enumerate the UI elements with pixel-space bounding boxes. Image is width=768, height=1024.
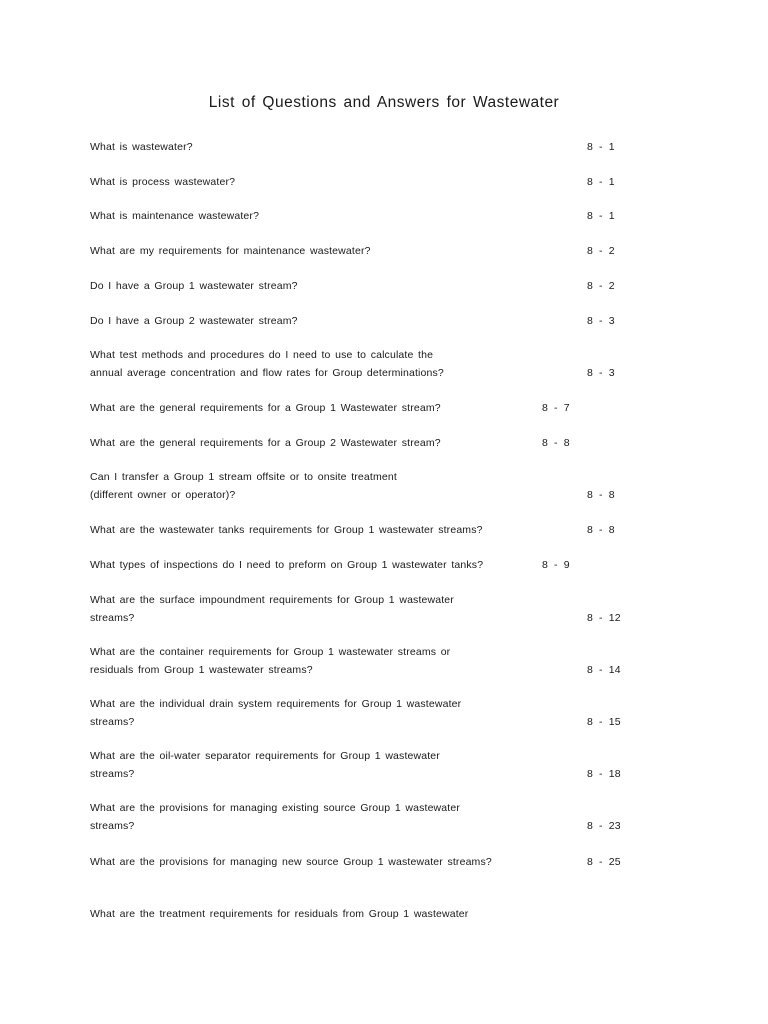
- toc-page-number: 8 - 8: [587, 488, 615, 501]
- toc-entry: [90, 400, 730, 418]
- toc-question: What are my requirements for maintenance wastewater?: [90, 245, 371, 257]
- toc-question: What is process wastewater?: [90, 176, 236, 188]
- toc-question: What are the surface impoundment requirements for Group 1 wastewater streams?: [90, 594, 454, 624]
- toc-page-number: 8 - 18: [587, 767, 621, 780]
- toc-page-number: 8 - 8: [542, 437, 570, 449]
- toc-entry: [90, 906, 730, 924]
- toc-question: What are the provisions for managing new source Group 1 wastewater streams?: [90, 856, 492, 868]
- toc-question: What are the oil-water separator requirements for Group 1 wastewater streams?: [90, 750, 440, 780]
- toc-page-number: 8 - 23: [587, 819, 621, 832]
- toc-question: What types of inspections do I need to preform on Group 1 wastewater tanks?: [90, 559, 484, 571]
- toc-page-number: 8 - 25: [587, 856, 621, 868]
- toc-question: Do I have a Group 2 wastewater stream?: [90, 315, 298, 327]
- document-title: List of Questions and Answers for Wastewater: [208, 94, 560, 111]
- toc-page-number: 8 - 3: [587, 315, 615, 327]
- toc-entry: [90, 644, 730, 679]
- toc-page-number: 8 - 7: [542, 402, 570, 414]
- toc-page-number: 8 - 14: [587, 663, 621, 676]
- toc-entry: [90, 592, 730, 627]
- toc-question: What are the treatment requirements for residuals from Group 1 wastewater: [90, 908, 469, 920]
- toc-page-number: 8 - 9: [542, 559, 570, 571]
- toc-entry: [90, 854, 730, 872]
- toc-page-number: 8 - 3: [587, 366, 615, 379]
- toc-entry: [90, 174, 730, 192]
- toc-entry: [90, 278, 730, 296]
- toc-entry: [90, 800, 730, 835]
- toc-entry: [90, 313, 730, 331]
- toc-entry: [90, 522, 730, 540]
- toc-entry: [90, 139, 730, 157]
- toc-entry: [90, 469, 730, 504]
- toc-question: What are the general requirements for a Group 2 Wastewater stream?: [90, 437, 441, 449]
- toc-entry: [90, 243, 730, 261]
- toc-page-number: 8 - 1: [587, 176, 615, 188]
- toc-entry: [90, 435, 730, 453]
- toc-entry: [90, 347, 730, 382]
- toc-question: What are the provisions for managing existing source Group 1 wastewater streams?: [90, 802, 460, 832]
- toc-question: Do I have a Group 1 wastewater stream?: [90, 280, 298, 292]
- toc-question: What are the wastewater tanks requirements for Group 1 wastewater streams?: [90, 524, 483, 536]
- toc-entry: [90, 696, 730, 731]
- toc-entry: [90, 557, 730, 575]
- toc-page-number: 8 - 1: [587, 141, 615, 153]
- toc-entry: [90, 208, 730, 226]
- toc-entry: [90, 748, 730, 783]
- toc-question: What is wastewater?: [90, 141, 193, 153]
- toc-page-number: 8 - 8: [587, 524, 615, 536]
- toc-page-number: 8 - 2: [587, 245, 615, 257]
- toc-page-number: 8 - 1: [587, 210, 615, 222]
- toc-question: What is maintenance wastewater?: [90, 210, 260, 222]
- toc-question: What are the individual drain system requirements for Group 1 wastewater streams?: [90, 698, 462, 728]
- toc-question: What are the general requirements for a Group 1 Wastewater stream?: [90, 402, 441, 414]
- toc-page-number: 8 - 2: [587, 280, 615, 292]
- toc-question: What test methods and procedures do I need to use to calculate the annual average concentration and flow rates for Group determinations?: [90, 349, 444, 379]
- toc-question: Can I transfer a Group 1 stream offsite or to onsite treatment (different owner or operator)?: [90, 471, 397, 501]
- toc-page-number: 8 - 12: [587, 611, 621, 624]
- toc-question: What are the container requirements for Group 1 wastewater streams or residuals from Group 1 wastewater streams?: [90, 646, 451, 676]
- toc-page-number: 8 - 15: [587, 715, 621, 728]
